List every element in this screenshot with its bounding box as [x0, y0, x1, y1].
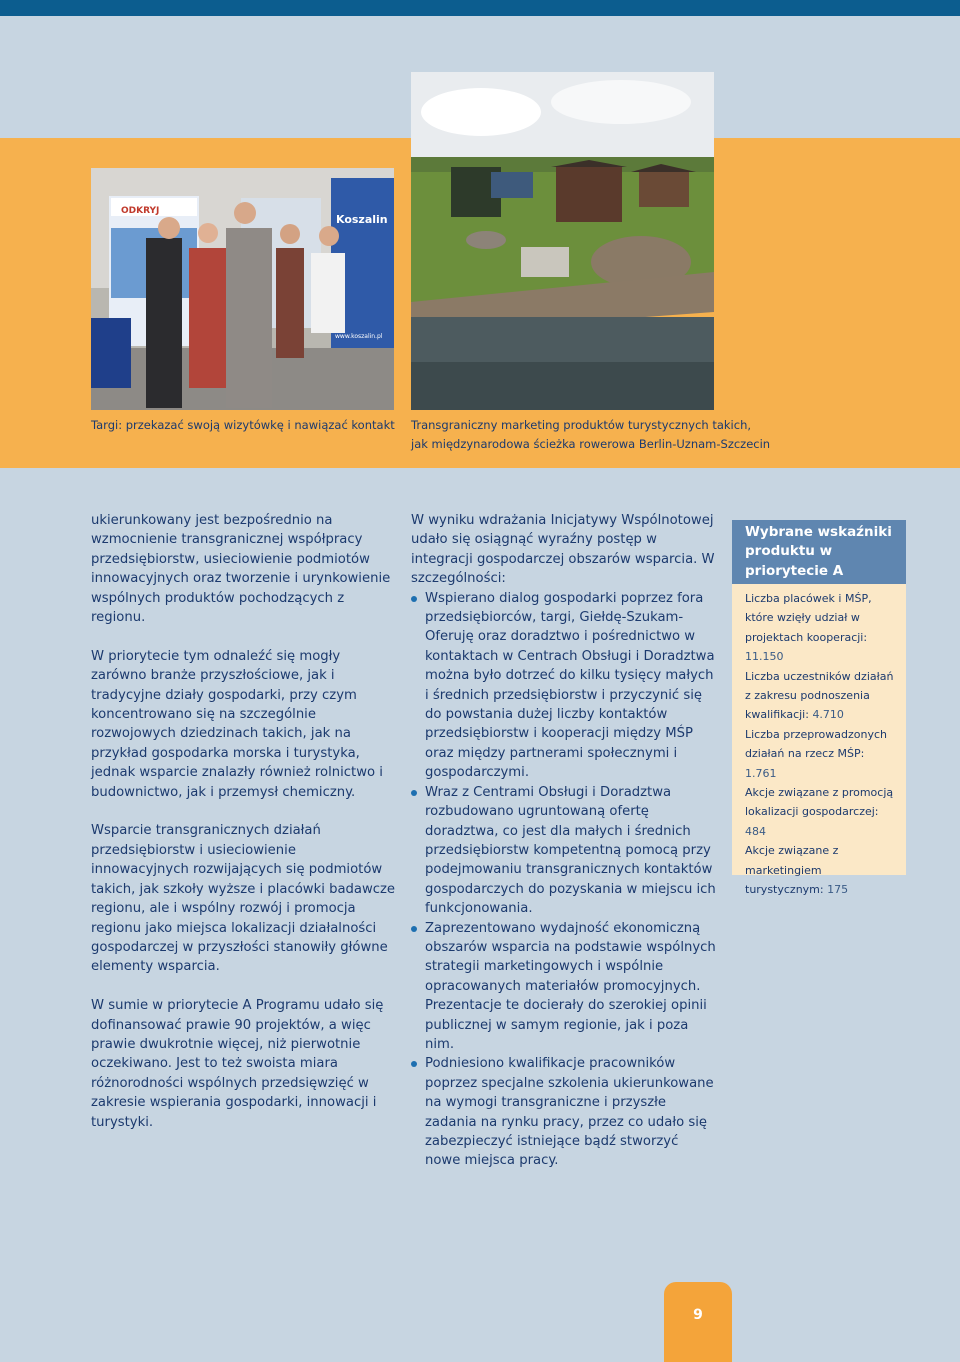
paragraph: ukierunkowany jest bezpośrednio na wzmocnienie transgranicznej współpracy przedsiębiorstw, usieciowienie podmiotów innowacyjnych oraz tworzenie i urynkowienie wspólnych produktów pochodzących z regionu. [91, 513, 391, 626]
indicator-label: Liczba uczestników działań z zakresu podnoszenia kwalifikacji: [745, 669, 894, 722]
indicator-value: 4.710 [812, 708, 844, 722]
paragraph: W priorytecie tym odnaleźć się mogły zarówno branże przyszłościowe, jak i tradycyjne działy gospodarki, przy czym koncentrowano się na szczególnie rozwojowych dziedzinach takich, jak na przykład gospodarka morska i turystyka, jednak wsparcie znalazły również rolnictwo i budownictwo, jak i przemysł chemiczny. [91, 648, 383, 800]
list-item: Zaprezentowano wydajność ekonomiczną obszarów wsparcia na podstawie wspólnych strategii marketingowych i wspólnie opracowanych materiałów promocyjnych. Prezentacje te docierały do szerokiej opinii publicznej w samym regionie, jak i poza nim. [411, 919, 716, 1055]
top-color-bar [0, 0, 960, 16]
right-photo-caption [411, 416, 771, 454]
indicator-item [745, 841, 898, 899]
riverside-shelters-photo [411, 72, 714, 410]
left-photo-caption: Targi: przekazać swoją wizytówkę i nawiązać kontakt [91, 418, 395, 432]
list-item: Wspierano dialog gospodarki poprzez fora przedsiębiorców, targi, Giełdę-Szukam-Oferuję oraz doradztwo i pośrednictwo w kontaktach w Centrach Obsługi i Doradztwa można było dotrzeć do kilku tysięcy małych i średnich przedsiębiorstw i przyczynić się do powstania dużej liczby kontaktów przedsiębiorstw i kooperacji między MŚP oraz między partnerami społecznymi i gospodarczymi. [411, 589, 716, 783]
indicator-label: Akcje związane z promocją lokalizacji gospodarczej: [745, 786, 894, 819]
indicator-item [745, 667, 898, 725]
indicator-label: Liczba przeprowadzonych działań na rzecz MŚP: [745, 727, 887, 761]
odkryj-sign: ODKRYJ [121, 206, 160, 216]
indicator-value: 1.761 [745, 766, 777, 780]
text-column-2 [411, 511, 716, 1171]
indicator-item [745, 783, 898, 841]
indicator-item [745, 589, 898, 667]
koszalin-url: www.koszalin.pl [335, 333, 383, 340]
indicator-label: Liczba placówek i MŚP, które wzięły udział w projektach kooperacji: [745, 592, 872, 644]
indicator-item [745, 725, 898, 783]
right-caption-line-1: Transgraniczny marketing produktów turystycznych takich, [411, 418, 752, 432]
indicator-value: 11.150 [745, 650, 784, 664]
page-number: 9 [693, 1307, 703, 1323]
page-number-tab [664, 1282, 732, 1362]
paragraph: W sumie w priorytecie A Programu udało się dofinansować prawie 90 projektów, a więc prawie dwukrotnie więcej, niż pierwotnie oczekiwano. Jest to też swoista miara różnorodności wspólnych przedsięwzięć w zakresie wspierania gospodarki, innowacji i turystyki. [91, 998, 384, 1130]
indicators-box-title: Wybrane wskaźniki produktu w priorytecie A [732, 520, 906, 584]
indicator-label: Akcje związane z marketingiem turystycznym: [745, 844, 839, 897]
paragraph: W wyniku wdrażania Inicjatywy Wspólnotowej udało się osiągnąć wyraźny postęp w integracji gospodarczej obszarów wsparcia. W szczególności: [411, 513, 715, 587]
bullet-list [411, 589, 716, 1171]
paragraph: Wsparcie transgranicznych działań przedsiębiorstw i usieciowienie innowacyjnych rozwijających się podmiotów takich, jak szkoły wyższe i placówki badawcze regionu, ale i wspólny rozwój i promocja regionu jako miejsca lokalizacji działalności gospodarczej w przyszłości stanowiły główne elementy wsparcia. [91, 823, 396, 975]
indicators-box [732, 584, 906, 897]
right-caption-line-2: jak międzynarodowa ścieżka rowerowa Berlin-Uznam-Szczecin [411, 437, 771, 451]
koszalin-sign: Koszalin [336, 213, 388, 226]
text-column-1 [91, 511, 396, 1151]
indicator-value: 175 [827, 883, 849, 897]
indicator-value: 484 [745, 824, 766, 838]
trade-fair-photo [91, 168, 394, 410]
list-item: Podniesiono kwalifikacje pracowników poprzez specjalne szkolenia ukierunkowane na wymogi transgraniczne i przyszłe zadania na rynku pracy, przez co udało się zabezpieczyć istniejące bądź stworzyć nowe miejsca pracy. [411, 1054, 716, 1170]
list-item: Wraz z Centrami Obsługi i Doradztwa rozbudowano ugruntowaną ofertę doradztwa, co jest dla małych i średnich przedsiębiorstw kompetentną pomocą przy podejmowaniu transgranicznych kontaktów gospodarczych do pozyskania w miejscu ich funkcjonowania. [411, 783, 716, 919]
